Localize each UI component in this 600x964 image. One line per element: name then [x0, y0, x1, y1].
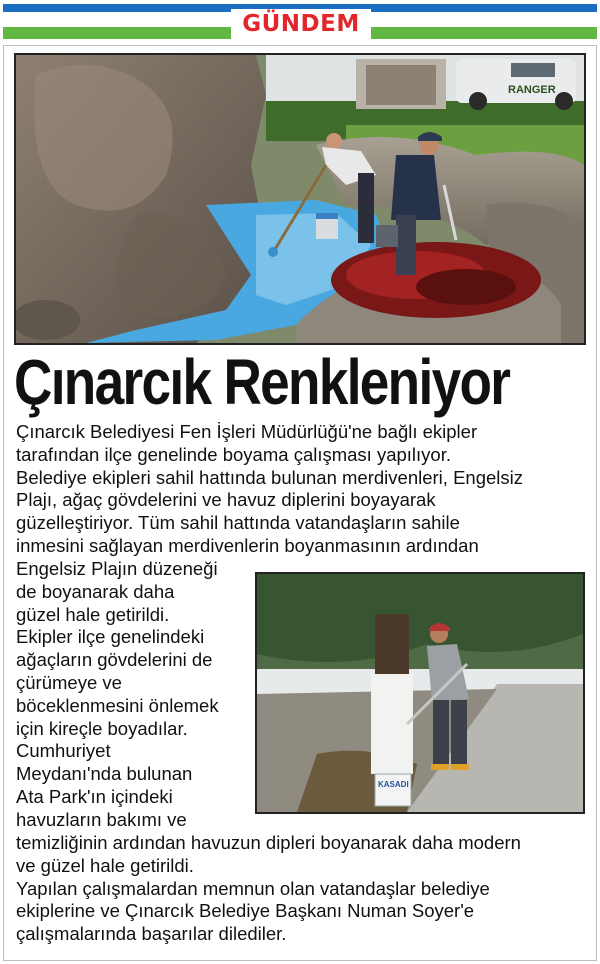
wrap-line: çürümeye ve — [16, 671, 122, 693]
article-closing — [16, 832, 591, 946]
closing-line: ve güzel hale getirildi. — [16, 854, 194, 876]
wrap-line: Meydanı'nda bulunan — [16, 763, 193, 785]
closing-line: çalışmalarında başarılar dilediler. — [16, 923, 287, 945]
truck-badge-text: RANGER — [508, 84, 556, 96]
section-title: GÜNDEM — [231, 9, 371, 39]
intro-line: inmesini sağlayan merdivenlerin boyanmasının ardından — [16, 534, 479, 556]
section-header-band — [3, 0, 597, 48]
wrap-line: güzel hale getirildi. — [16, 603, 170, 625]
wrap-line: Ekipler ilçe genelindeki — [16, 626, 205, 648]
article-headline: Çınarcık Renkleniyor — [14, 346, 510, 418]
article-wrap-column — [16, 558, 252, 832]
wrap-line: böceklenmesini önlemek — [16, 694, 219, 716]
intro-line: tarafından ilçe genelinde boyama çalışması yapılıyor. — [16, 443, 451, 465]
closing-line: ekiplerine ve Çınarcık Belediye Başkanı Numan Soyer'e — [16, 900, 475, 922]
wrap-line: için kireçle boyadılar. — [16, 717, 188, 739]
article-intro — [16, 421, 591, 558]
main-photo-pool-painting — [14, 53, 586, 345]
intro-line: Belediye ekipleri sahil hattında bulunan merdivenleri, Engelsiz — [16, 466, 523, 488]
wrap-line: Ata Park'ın içindeki — [16, 785, 173, 807]
wrap-line: havuzların bakımı ve — [16, 808, 187, 830]
inset-photo-illustration — [257, 574, 583, 812]
intro-line: Plajı, ağaç gövdelerini ve havuz diplerini boyayarak — [16, 489, 436, 511]
closing-line: Yapılan çalışmalardan memnun olan vatandaşlar belediye — [16, 877, 490, 899]
wrap-line: Engelsiz Plajın düzeneği — [16, 558, 218, 579]
wrap-line: Cumhuriyet — [16, 740, 111, 762]
wrap-line: de boyanarak daha — [16, 580, 175, 602]
closing-line: temizliğinin ardından havuzun dipleri boyanarak daha modern — [16, 832, 521, 853]
intro-line: güzelleştiriyor. Tüm sahil hattında vatandaşların sahile — [16, 512, 460, 534]
bucket-label-text: KASADI — [378, 780, 409, 789]
intro-line: Çınarcık Belediyesi Fen İşleri Müdürlüğü'ne bağlı ekipler — [16, 421, 478, 442]
main-photo-illustration — [16, 55, 584, 343]
wrap-line: ağaçların gövdelerini de — [16, 649, 213, 671]
inset-photo-tree-whitewash — [255, 572, 585, 814]
